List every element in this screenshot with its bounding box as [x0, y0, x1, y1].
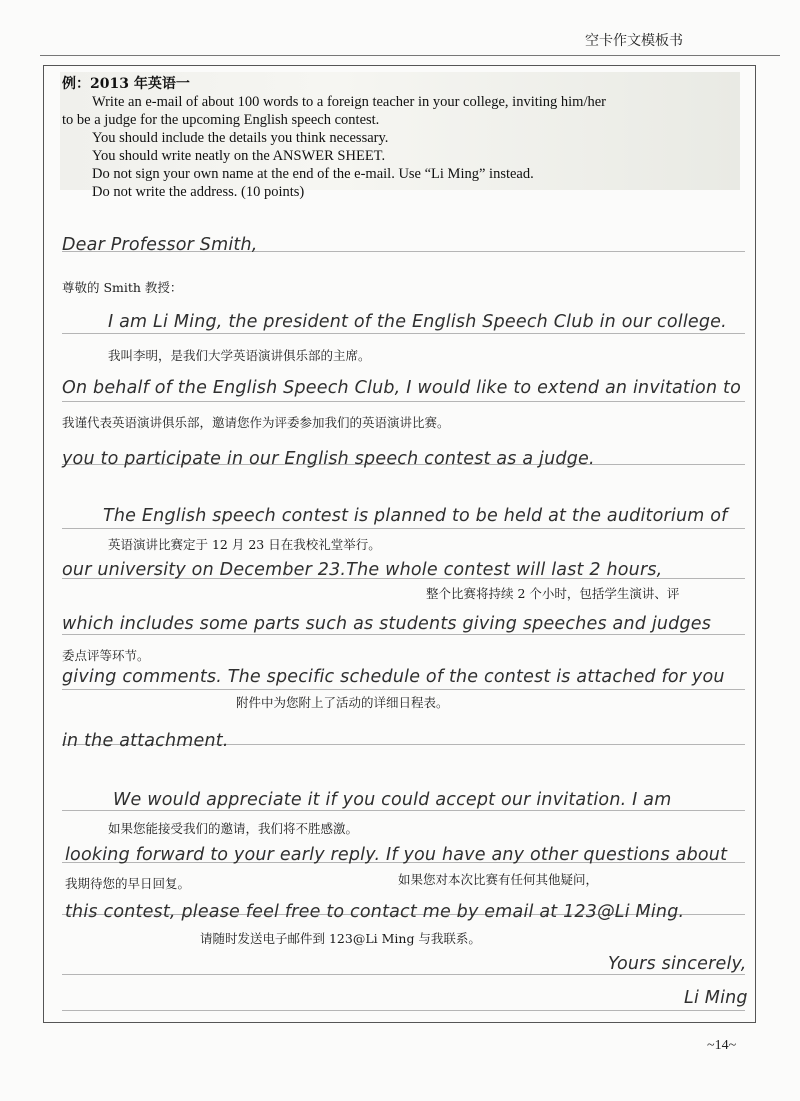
writing-rule — [62, 333, 745, 334]
writing-rule — [62, 1010, 745, 1011]
page-number: ~14~ — [707, 1038, 737, 1053]
salutation: Dear Professor Smith, — [62, 235, 258, 255]
prompt-line: Do not write the address. (10 points) — [92, 184, 305, 200]
writing-rule — [62, 401, 745, 402]
prompt-line: Write an e-mail of about 100 words to a foreign teacher in your college, inviting him/her — [92, 94, 607, 110]
translation-line: 请随时发送电子邮件到 123@Li Ming 与我联系。 — [200, 931, 481, 946]
translation-line: 我谨代表英语演讲俱乐部，邀请您作为评委参加我们的英语演讲比赛。 — [62, 415, 450, 430]
prompt-line: to be a judge for the upcoming English speech contest. — [62, 112, 380, 128]
writing-rule — [62, 634, 745, 635]
prompt-line: You should include the details you think necessary. — [92, 130, 389, 146]
prompt-heading: 例：2013 年英语一 — [62, 76, 190, 92]
translation-line: 整个比赛将持续 2 个小时，包括学生演讲、评 — [426, 586, 680, 601]
letter-line: in the attachment. — [62, 731, 229, 751]
translation-line: 英语演讲比赛定于 12 月 23 日在我校礼堂举行。 — [108, 537, 381, 552]
letter-line: The English speech contest is planned to be held at the auditorium of — [103, 506, 728, 526]
letter-line: giving comments. The specific schedule of the contest is attached for you — [62, 667, 725, 687]
letter-line: On behalf of the English Speech Club, I would like to extend an invitation to — [62, 378, 741, 398]
translation-line: 如果您对本次比赛有任何其他疑问， — [398, 872, 599, 887]
translation-line: 我叫李明，是我们大学英语演讲俱乐部的主席。 — [108, 348, 371, 363]
letter-line: you to participate in our English speech contest as a judge. — [62, 449, 595, 469]
translation-line: 附件中为您附上了活动的详细日程表。 — [236, 695, 449, 710]
header-divider — [40, 55, 780, 56]
letter-line: I am Li Ming, the president of the English Speech Club in our college. — [108, 312, 727, 332]
salutation-translation: 尊敬的 Smith 教授： — [62, 280, 183, 295]
translation-line: 我期待您的早日回复。 — [65, 876, 191, 891]
book-title: 空卡作文模板书 — [585, 33, 683, 49]
prompt-line: You should write neatly on the ANSWER SHEET. — [92, 148, 386, 164]
writing-rule — [62, 810, 745, 811]
letter-line: this contest, please feel free to contact me by email at 123@Li Ming. — [65, 902, 685, 922]
writing-rule — [62, 528, 745, 529]
letter-line: which includes some parts such as students giving speeches and judges — [62, 614, 712, 634]
letter-line: We would appreciate it if you could accept our invitation. I am — [113, 790, 672, 810]
closing: Yours sincerely, — [608, 954, 747, 974]
translation-line: 如果您能接受我们的邀请，我们将不胜感激。 — [108, 821, 359, 836]
prompt-line: Do not sign your own name at the end of the e-mail. Use “Li Ming” instead. — [92, 166, 534, 182]
writing-rule — [62, 974, 745, 975]
writing-prompt — [62, 75, 742, 201]
signature: Li Ming — [684, 988, 748, 1008]
writing-rule — [62, 689, 745, 690]
letter-line: our university on December 23.The whole contest will last 2 hours, — [62, 560, 663, 580]
letter-line: looking forward to your early reply. If you have any other questions about — [65, 845, 728, 865]
translation-line: 委点评等环节。 — [62, 648, 150, 663]
